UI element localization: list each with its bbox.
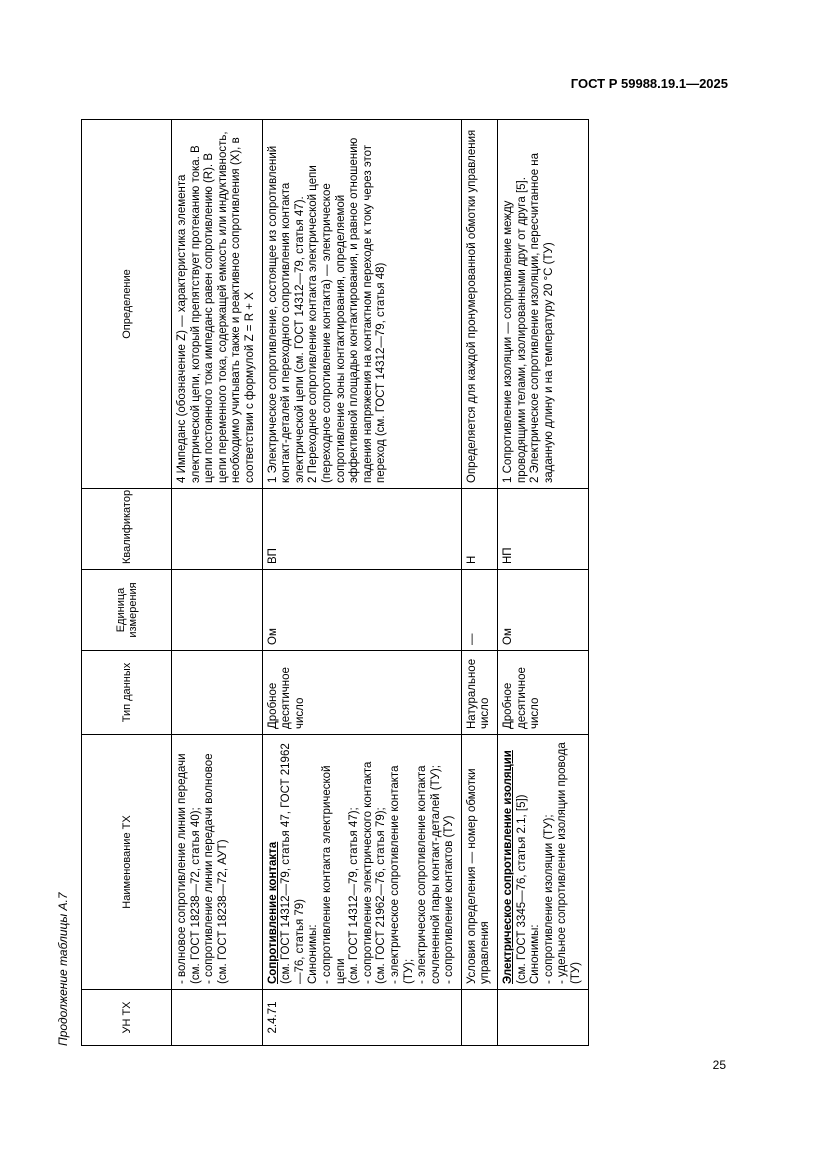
term-line: (см. ГОСТ 3345—76, статья 2.1, [5])	[515, 794, 528, 984]
cell-qual	[172, 489, 263, 570]
definition-line: 1 Электрическое сопротивление, состоящее из сопротивлений контакт-деталей и переходного сопротивления контакта электрической цепи (см. ГОСТ 14312—79, статья 47).	[266, 145, 306, 483]
cell-definition	[262, 120, 461, 489]
characteristics-table	[81, 119, 589, 1046]
term-line: Синонимы:	[307, 924, 320, 984]
cell-definition	[498, 120, 589, 489]
header-unit: Единица измерения	[82, 570, 172, 651]
cell-qual: Н	[461, 489, 497, 570]
table-row	[172, 120, 263, 1046]
rotated-table-container	[81, 120, 638, 1046]
table-row	[461, 120, 497, 1046]
cell-type: Дробное десятичное число	[262, 651, 461, 735]
term-line: - сопротивление изоляции (ТУ);	[542, 814, 555, 984]
cell-unit	[172, 570, 263, 651]
cell-id: 2.4.71	[262, 990, 461, 1046]
term-line: (см. ГОСТ 14312—79, статья 47, ГОСТ 21962—76, статья 79)	[280, 743, 306, 984]
cell-type: Дробное десятичное число	[498, 651, 589, 735]
definition-line: 1 Сопротивление изоляции — сопротивление между проводящими телами, изолированными друг от друга [5].	[502, 177, 528, 483]
term-line: (см. ГОСТ 14312—79, статья 47);	[348, 807, 361, 984]
term-line: Синонимы:	[529, 924, 542, 984]
table-row	[498, 120, 589, 1046]
cell-name	[498, 735, 589, 990]
header-qualifier: Квалификатор	[82, 489, 172, 570]
term-line: - сопротивление линии передачи волновое (см. ГОСТ 18238—72, АУТ)	[203, 753, 229, 984]
cell-id	[172, 990, 263, 1046]
definition-line: 2 Электрическое сопротивление изоляции, пересчитанное на заданную длину и на температуру 20 °С (ТУ)	[529, 152, 555, 483]
cell-id	[498, 990, 589, 1046]
document-code: ГОСТ Р 59988.19.1—2025	[570, 76, 728, 91]
table-continuation-caption: Продолжение таблицы А.7	[56, 892, 70, 1046]
cell-type: Натуральное число	[461, 651, 497, 735]
page-number: 25	[712, 1058, 726, 1072]
cell-qual: ВП	[262, 489, 461, 570]
term-title: Сопротивление контакта	[266, 841, 279, 984]
header-name: Наименование ТХ	[82, 735, 172, 990]
header-type: Тип данных	[82, 651, 172, 735]
cell-id	[461, 990, 497, 1046]
cell-name	[172, 735, 263, 990]
cell-name	[461, 735, 497, 990]
term-line: - удельное сопротивление изоляции провода (ТУ)	[556, 742, 583, 984]
cell-unit: —	[461, 570, 497, 651]
definition-line: 4 Импеданс (обозначение Z) — характеристика элемента электрической цепи, который препятствует протеканию тока. В цепи постоянного тока импеданс равен сопротивлению (R). В цепи переменного тока, содержащей емкость или индуктивность, необходимо учитывать также и реактивное сопротивления (X), в соответствии с формулой Z = R + X	[176, 131, 256, 483]
term-title: Электрическое сопротивление изоляции	[502, 750, 515, 984]
cell-definition	[461, 120, 497, 489]
header-definition: Определение	[82, 120, 172, 489]
table-header-row	[82, 120, 172, 1046]
cell-unit: Ом	[498, 570, 589, 651]
header-id: УН ТХ	[82, 990, 172, 1046]
term-line: - сопротивление контакта электрической цепи	[320, 765, 347, 984]
definition-line: Определяется для каждой пронумерованной обмотки управления	[465, 129, 478, 483]
cell-qual: НП	[498, 489, 589, 570]
term-line: - электрическое сопротивление контакта сочлененной пары контакт-деталей (ТУ);	[416, 765, 442, 984]
cell-unit: Ом	[262, 570, 461, 651]
term-line: - электрическое сопротивление контакта (ТУ);	[388, 765, 415, 984]
table-row	[262, 120, 461, 1046]
cell-definition	[172, 120, 263, 489]
term-line: - сопротивление контактов (ТУ)	[443, 815, 456, 984]
term-line: - сопротивление электрического контакта (см. ГОСТ 21962—76, статья 79);	[361, 761, 388, 984]
term-line: - волновое сопротивление линии передачи (см. ГОСТ 18238—72, статья 40);	[176, 753, 202, 984]
definition-line: 2 Переходное сопротивление контакта электрической цепи (переходное сопротивление контакта) — электрическое сопротивление зоны контактирования, определяемой эффективной площадью контактирования, и равное отношению падения напряжения на контактном переходе к току через этот переход (см. ГОСТ 14312—79, статья 48)	[307, 137, 388, 483]
term-line: Условия определения — номер обмотки управления	[465, 768, 492, 984]
cell-type	[172, 651, 263, 735]
cell-name	[262, 735, 461, 990]
